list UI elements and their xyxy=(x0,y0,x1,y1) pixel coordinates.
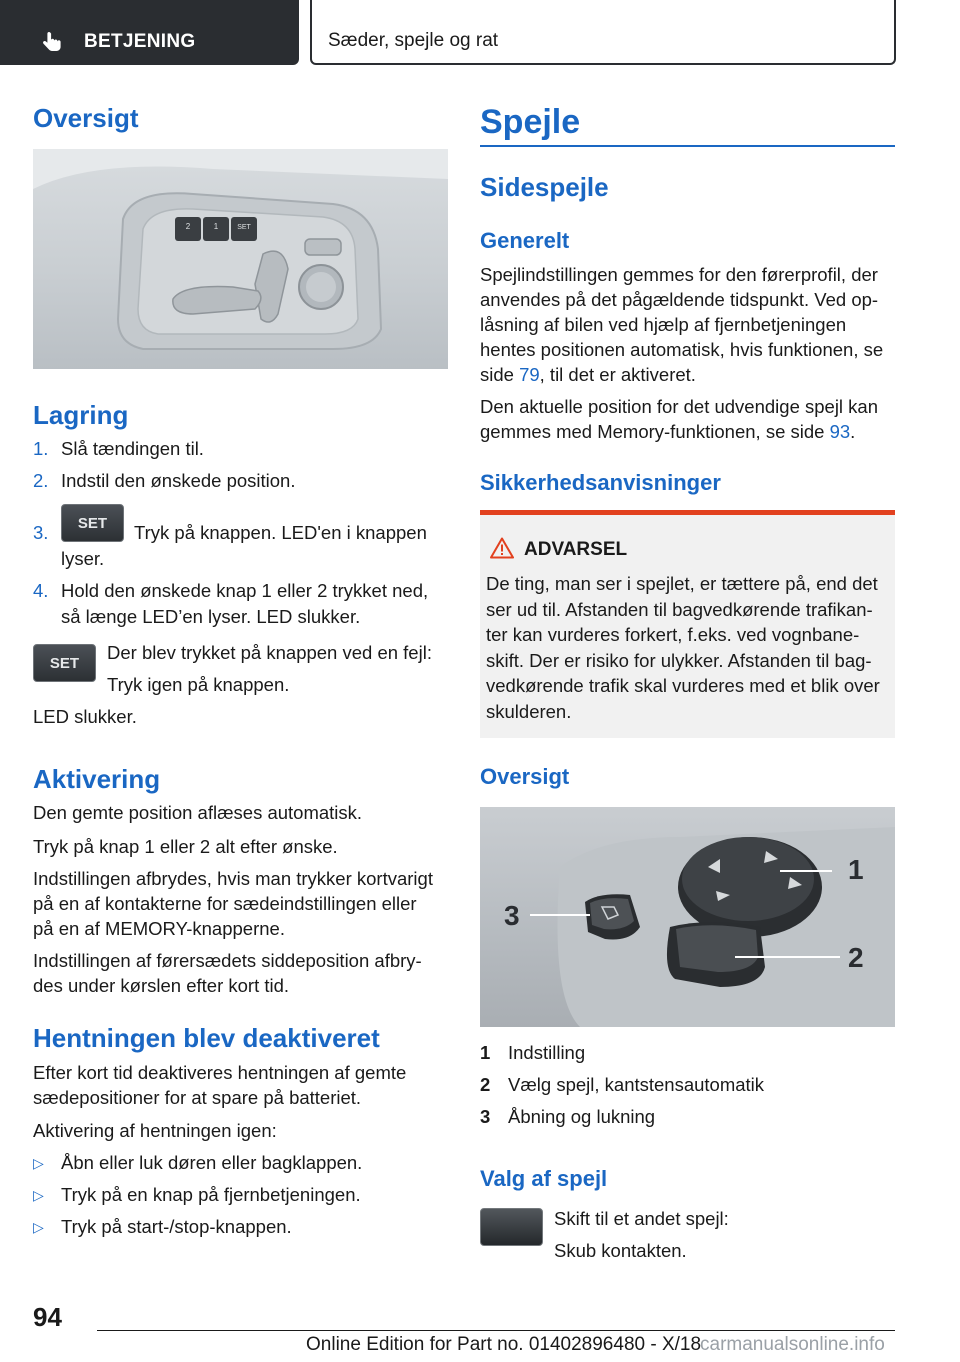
bullet-arrow-icon: ▷ xyxy=(33,1155,44,1171)
step-text: Slå tændingen til. xyxy=(61,438,204,459)
section-title: BETJENING xyxy=(84,31,196,52)
seat-button-label: 2 xyxy=(185,222,191,231)
chapter-title: Sæder, spejle og rat xyxy=(328,30,499,51)
step-number: 2. xyxy=(33,470,49,491)
paragraph: låsning af bilen ved hjælp af fjernbetjeningen xyxy=(480,314,847,335)
step-text: så længe LED’en lyser. LED slukker. xyxy=(61,606,361,627)
edition-text: Online Edition for Part no. 01402896480 - X/18 xyxy=(306,1334,702,1355)
step-number: 1. xyxy=(33,438,49,459)
legend-number: 3 xyxy=(480,1106,491,1127)
warning-text: De ting, man ser i spejlet, er tættere på, end det ser ud til. Afstanden til bagvedkørende trafikan- ter kan vurderes forkert, f.eks. ved vognbane- skift. Der er risiko for ulykker. Afstanden til bag- vedkørende trafik skal vurderes med et blik over skulderen. xyxy=(486,573,880,722)
paragraph: Skub kontakten. xyxy=(554,1240,687,1261)
heading-oversigt-mirror: Oversigt xyxy=(480,764,570,789)
legend-text: Åbning og lukning xyxy=(508,1106,656,1127)
set-button-icon: SET xyxy=(61,504,124,542)
paragraph: hentes positionen automatisk, hvis funktionen, se xyxy=(480,339,884,360)
legend-text: Indstilling xyxy=(508,1042,586,1063)
seat-panel-illustration xyxy=(33,149,448,369)
paragraph: side 79, til det er aktiveret. xyxy=(480,364,696,385)
paragraph: Tryk på knap 1 eller 2 alt efter ønske. xyxy=(33,836,338,857)
heading-sikkerhed: Sikkerhedsanvisninger xyxy=(480,470,721,495)
seat-button-label: SET xyxy=(237,224,251,231)
step-text: Hold den ønskede knap 1 eller 2 trykket ned, xyxy=(61,580,429,601)
pointing-hand-icon xyxy=(40,30,64,54)
legend-number: 1 xyxy=(480,1042,491,1063)
heading-deaktiveret: Hentningen blev deaktiveret xyxy=(33,1023,380,1053)
led-note: LED slukker. xyxy=(33,706,137,727)
heading-spejle: Spejle xyxy=(480,103,581,141)
heading-generelt: Generelt xyxy=(480,228,570,253)
bullet-item: Tryk på en knap på fjernbetjeningen. xyxy=(61,1184,361,1205)
warning-title: ADVARSEL xyxy=(524,539,628,560)
paragraph: des under kørslen efter kort tid. xyxy=(33,975,290,996)
seat-button-label: 1 xyxy=(213,222,219,231)
step-text: lyser. xyxy=(61,548,105,569)
page-link-79[interactable]: 79 xyxy=(519,364,540,385)
bullet-arrow-icon: ▷ xyxy=(33,1187,44,1203)
heading-rule xyxy=(480,145,895,147)
bullet-item: Tryk på start-/stop-knappen. xyxy=(61,1216,292,1237)
page-number: 94 xyxy=(33,1302,62,1332)
paragraph: Den aktuelle position for det udvendige spejl kan xyxy=(480,396,879,417)
bullet-item: Åbn eller luk døren eller bagklappen. xyxy=(61,1152,363,1173)
legend-number: 2 xyxy=(480,1074,491,1095)
paragraph: sædepositioner for at spare på batteriet. xyxy=(33,1087,362,1108)
step-number: 4. xyxy=(33,580,49,601)
paragraph: Aktivering af hentningen igen: xyxy=(33,1120,277,1141)
watermark-text: carmanualsonline.info xyxy=(700,1334,885,1355)
mirror-selector-switch-icon xyxy=(480,1208,543,1246)
callout-2: 2 xyxy=(848,942,864,973)
callout-1: 1 xyxy=(848,854,864,885)
footer-rule xyxy=(97,1330,895,1331)
heading-valg-af-spejl: Valg af spejl xyxy=(480,1166,608,1191)
error-note: Tryk igen på knappen. xyxy=(107,674,290,695)
step-text: Indstil den ønskede position. xyxy=(61,470,296,491)
paragraph: på en af kontakterne for sædeindstillingen eller xyxy=(33,893,417,914)
step-number: 3. xyxy=(33,522,49,543)
paragraph: Indstillingen afbrydes, hvis man trykker kortvarigt xyxy=(33,868,433,889)
paragraph: anvendes på det pågældende tidspunkt. Ved op- xyxy=(480,289,879,310)
callout-3: 3 xyxy=(504,900,520,931)
heading-oversigt-seat: Oversigt xyxy=(33,103,139,133)
paragraph: Den gemte position aflæses automatisk. xyxy=(33,802,363,823)
page-header xyxy=(0,0,960,66)
chapter-tab[interactable] xyxy=(310,0,896,65)
bullet-arrow-icon: ▷ xyxy=(33,1219,44,1235)
heading-lagring: Lagring xyxy=(33,400,129,430)
seat-memory-photo xyxy=(33,149,448,369)
paragraph: Efter kort tid deaktiveres hentningen af gemte xyxy=(33,1062,407,1083)
section-tab[interactable] xyxy=(0,0,299,65)
paragraph: på en af MEMORY-knapperne. xyxy=(33,918,285,939)
warning-triangle-icon xyxy=(490,537,514,559)
heading-aktivering: Aktivering xyxy=(33,764,161,794)
mirror-switch-illustration xyxy=(480,807,895,1027)
paragraph: Skift til et andet spejl: xyxy=(554,1208,729,1229)
paragraph: Indstillingen af førersædets siddeposition afbry- xyxy=(33,950,422,971)
step-text: Tryk på knappen. LED'en i knappen xyxy=(134,522,427,543)
heading-sidespejle: Sidespejle xyxy=(480,172,609,202)
warning-box xyxy=(480,510,895,738)
page-link-93[interactable]: 93 xyxy=(829,421,851,442)
paragraph: gemmes med Memory-funktionen, se side 93. xyxy=(480,421,856,442)
paragraph: Spejlindstillingen gemmes for den førerprofil, der xyxy=(480,264,878,285)
set-button-icon: SET xyxy=(33,644,96,682)
legend-text: Vælg spejl, kantstensautomatik xyxy=(508,1074,765,1095)
mirror-switch-photo xyxy=(480,807,895,1027)
error-note: Der blev trykket på knappen ved en fejl: xyxy=(107,642,432,663)
